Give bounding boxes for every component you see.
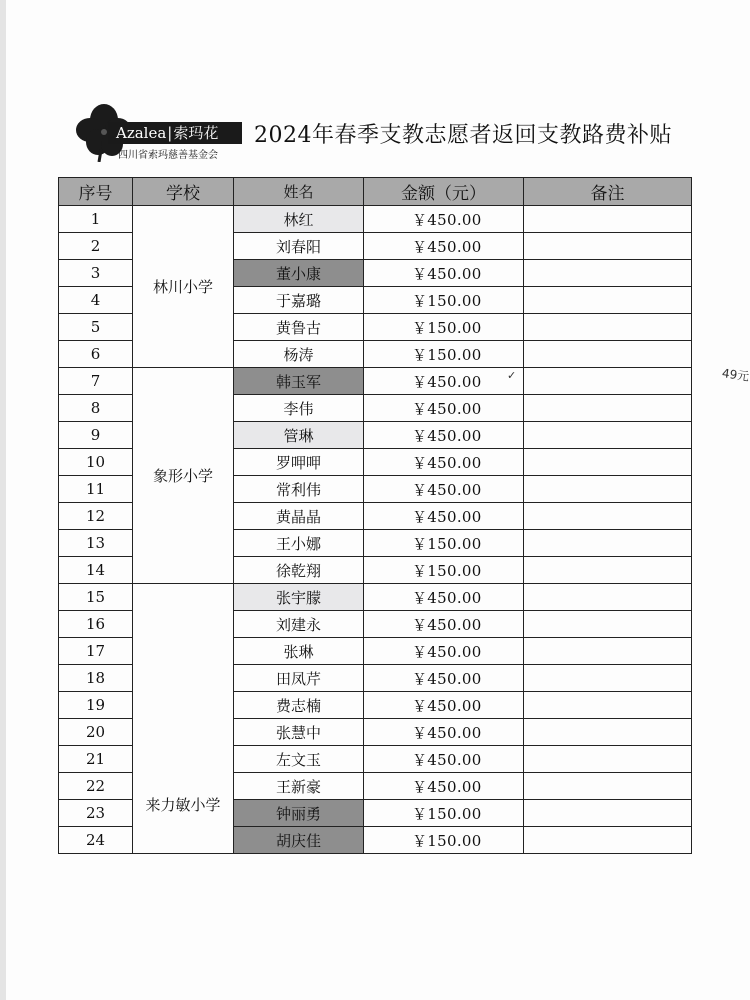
cell-school: 来力敏小学: [133, 584, 234, 854]
cell-amount: ￥450.00: [364, 368, 524, 395]
cell-name: 王小娜: [234, 530, 364, 557]
scan-edge: [0, 0, 6, 1000]
cell-amount: ￥450.00: [364, 476, 524, 503]
cell-name: 刘春阳: [234, 233, 364, 260]
foundation-logo: [74, 100, 244, 162]
cell-name: 王新豪: [234, 773, 364, 800]
cell-amount: ￥150.00: [364, 287, 524, 314]
cell-name: 于嘉璐: [234, 287, 364, 314]
cell-name: 罗呷呷: [234, 449, 364, 476]
cell-no: 10: [59, 449, 133, 476]
cell-name: 张宇朦: [234, 584, 364, 611]
cell-amount: ￥150.00: [364, 530, 524, 557]
col-header-name: 姓名: [234, 178, 364, 206]
table-row: [59, 206, 692, 233]
cell-no: 24: [59, 827, 133, 854]
cell-remark: [524, 800, 692, 827]
handwritten-side-note: 49元: [721, 366, 750, 384]
col-header-remark: 备注: [524, 178, 692, 206]
cell-name: 田凤芹: [234, 665, 364, 692]
cell-amount: ￥150.00: [364, 557, 524, 584]
cell-no: 9: [59, 422, 133, 449]
cell-remark: [524, 827, 692, 854]
cell-name: 徐乾翔: [234, 557, 364, 584]
cell-name: 左文玉: [234, 746, 364, 773]
cell-no: 16: [59, 611, 133, 638]
cell-remark: [524, 314, 692, 341]
cell-name: 黄鲁古: [234, 314, 364, 341]
cell-no: 19: [59, 692, 133, 719]
cell-amount: ￥450.00: [364, 260, 524, 287]
logo-band: Azalea|索玛花: [108, 122, 242, 144]
cell-remark: [524, 449, 692, 476]
cell-name: 费志楠: [234, 692, 364, 719]
cell-amount: ￥450.00: [364, 746, 524, 773]
cell-remark: [524, 233, 692, 260]
cell-no: 5: [59, 314, 133, 341]
cell-amount: ￥450.00: [364, 665, 524, 692]
cell-amount: ￥450.00: [364, 584, 524, 611]
cell-name: 钟丽勇: [234, 800, 364, 827]
col-header-no: 序号: [59, 178, 133, 206]
cell-amount: ￥450.00: [364, 206, 524, 233]
cell-amount: ￥150.00: [364, 341, 524, 368]
cell-no: 17: [59, 638, 133, 665]
cell-remark: [524, 584, 692, 611]
cell-remark: [524, 368, 692, 395]
cell-remark: [524, 422, 692, 449]
cell-no: 13: [59, 530, 133, 557]
cell-name: 林红: [234, 206, 364, 233]
cell-name: 胡庆佳: [234, 827, 364, 854]
cell-school: 象形小学: [133, 368, 234, 584]
cell-no: 6: [59, 341, 133, 368]
cell-name: 张琳: [234, 638, 364, 665]
cell-name: 李伟: [234, 395, 364, 422]
cell-amount: ￥450.00: [364, 638, 524, 665]
cell-remark: [524, 341, 692, 368]
cell-no: 23: [59, 800, 133, 827]
cell-amount: ￥450.00: [364, 233, 524, 260]
pen-tick-mark: ✓: [507, 369, 517, 382]
document-title: 2024年春季支教志愿者返回支教路费补贴: [254, 123, 672, 148]
cell-name: 黄晶晶: [234, 503, 364, 530]
cell-amount: ￥450.00: [364, 395, 524, 422]
table-row: [59, 584, 692, 611]
cell-no: 8: [59, 395, 133, 422]
cell-no: 4: [59, 287, 133, 314]
cell-no: 3: [59, 260, 133, 287]
cell-amount: ￥450.00: [364, 692, 524, 719]
cell-amount: ￥450.00: [364, 773, 524, 800]
cell-remark: [524, 692, 692, 719]
cell-remark: [524, 476, 692, 503]
cell-amount: ￥150.00: [364, 827, 524, 854]
cell-remark: [524, 530, 692, 557]
cell-name: 董小康: [234, 260, 364, 287]
cell-amount: ￥150.00: [364, 800, 524, 827]
cell-name: 刘建永: [234, 611, 364, 638]
logo-subtitle: 四川省索玛慈善基金会: [118, 150, 218, 161]
cell-amount: ￥150.00: [364, 314, 524, 341]
cell-amount: ￥450.00: [364, 449, 524, 476]
cell-remark: [524, 395, 692, 422]
cell-name: 常利伟: [234, 476, 364, 503]
cell-remark: [524, 206, 692, 233]
cell-no: 11: [59, 476, 133, 503]
cell-remark: [524, 665, 692, 692]
cell-amount: ￥450.00: [364, 719, 524, 746]
cell-remark: [524, 557, 692, 584]
cell-no: 15: [59, 584, 133, 611]
subsidy-table: [58, 177, 692, 854]
cell-remark: [524, 773, 692, 800]
logo-text-en: Azalea: [116, 124, 167, 142]
cell-no: 7: [59, 368, 133, 395]
cell-name: 杨涛: [234, 341, 364, 368]
cell-no: 21: [59, 746, 133, 773]
cell-no: 2: [59, 233, 133, 260]
cell-name: 张慧中: [234, 719, 364, 746]
cell-school: 林川小学: [133, 206, 234, 368]
col-header-school: 学校: [133, 178, 234, 206]
logo-text-cn: 索玛花: [173, 124, 219, 142]
cell-no: 20: [59, 719, 133, 746]
cell-remark: [524, 638, 692, 665]
cell-remark: [524, 746, 692, 773]
table-header-row: [59, 178, 692, 206]
cell-remark: [524, 611, 692, 638]
cell-remark: [524, 503, 692, 530]
cell-no: 18: [59, 665, 133, 692]
cell-remark: [524, 719, 692, 746]
cell-no: 12: [59, 503, 133, 530]
cell-no: 14: [59, 557, 133, 584]
table-row: [59, 368, 692, 395]
cell-no: 22: [59, 773, 133, 800]
cell-amount: ￥450.00: [364, 422, 524, 449]
cell-remark: [524, 287, 692, 314]
cell-name: 韩玉军: [234, 368, 364, 395]
cell-remark: [524, 260, 692, 287]
cell-name: 管琳: [234, 422, 364, 449]
cell-amount: ￥450.00: [364, 611, 524, 638]
col-header-amount: 金额（元）: [364, 178, 524, 206]
cell-no: 1: [59, 206, 133, 233]
cell-amount: ￥450.00: [364, 503, 524, 530]
